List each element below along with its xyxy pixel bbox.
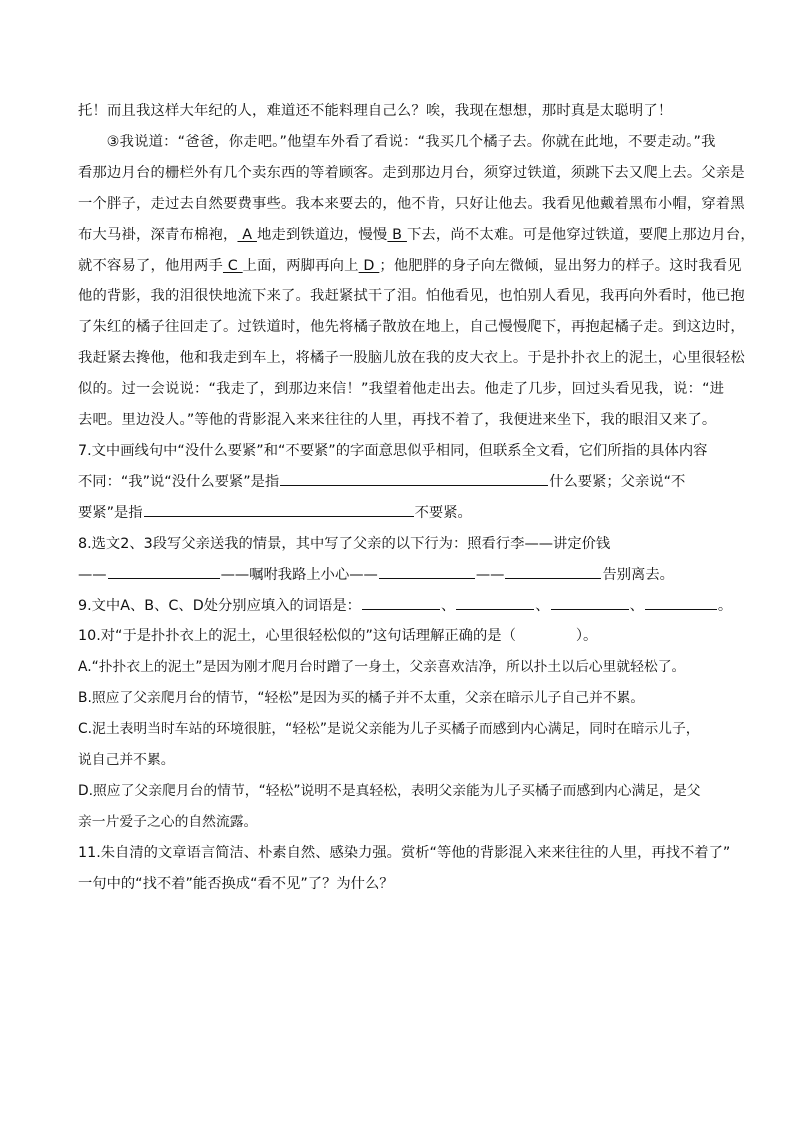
question-text-part: 9.文中A、B、C、D处分别应填入的词语是：	[78, 597, 361, 614]
passage-line	[78, 251, 742, 282]
passage-text: ；他肥胖的身子向左微倾，显出努力的样子。这时我看见	[379, 257, 742, 274]
passage-line: 托！而且我这样大年纪的人，难道还不能料理自己么？唉，我现在想想，那时真是太聪明了！	[78, 103, 673, 119]
blank-marker-a: A	[237, 226, 257, 243]
question-stem-end: ）。	[575, 628, 598, 645]
answer-blank[interactable]	[362, 593, 440, 610]
answer-blank[interactable]	[379, 562, 475, 579]
option-c-continued: 说自己并不累。	[78, 752, 175, 769]
question-end: 。	[717, 597, 733, 614]
separator: 、	[440, 597, 456, 614]
passage-line: 去吧。里边没人。”等他的背影混入来来往往的人里，再找不着了，我便进来坐下，我的眼泪又来了。	[78, 412, 717, 429]
question-text: 11.朱自清的文章语言简洁、朴素自然、感染力强。赏析“等他的背影混入来来往往的人里，再找不着了”	[78, 845, 731, 862]
option-d: D.照应了父亲爬月台的情节，“轻松”说明不是真轻松，表明父亲能为儿子买橘子而感到内心满足，是父	[78, 783, 701, 800]
passage-line: 看那边月台的栅栏外有几个卖东西的等着顾客。走到那边月台，须穿过铁道，须跳下去又爬上去。父亲是	[78, 164, 745, 181]
question-text-part: 不要紧。	[414, 504, 472, 521]
question-8	[78, 529, 718, 591]
answer-blank[interactable]	[144, 500, 414, 517]
question-text-part: ——	[475, 566, 505, 583]
passage-line	[78, 220, 755, 251]
passage-line: 他的背影，我的泪很快地流下来了。我赶紧拭干了泪。怕他看见，也怕别人看见，我再向外看时，他已抱	[78, 288, 745, 305]
option-a: A.“扑扑衣上的泥土”是因为刚才爬月台时蹭了一身土，父亲喜欢洁净，所以扑土以后心里就轻松了。	[78, 659, 686, 676]
question-7	[78, 436, 718, 529]
option-d-continued: 亲一片爱子之心的自然流露。	[78, 814, 258, 831]
answer-blank[interactable]	[551, 593, 629, 610]
passage-line: ③我说道：“爸爸，你走吧。”他望车外看了看说：“我买几个橘子去。你就在此地，不要走动。”我	[106, 133, 716, 150]
question-text-part: 什么要紧；父亲说“不	[549, 473, 686, 490]
question-text: 8.选文2、3段写父亲送我的情景，其中写了父亲的以下行为：照看行李——讲定价钱	[78, 535, 611, 552]
passage	[78, 96, 755, 436]
passage-line: 似的。过一会说说：“我走了，到那边来信！”我望着他走出去。他走了几步，回过头看见我，说：“进	[78, 381, 725, 398]
separator: 、	[535, 597, 550, 614]
question-text	[78, 621, 718, 652]
question-text: 一句中的“找不着”能否换成“看不见”了？为什么？	[78, 876, 394, 893]
passage-text: 布大马褂，深青布棉袍，	[78, 226, 238, 243]
question-text-part: 不同：“我”说“没什么要紧”是指	[78, 473, 280, 490]
passage-line: 一个胖子，走过去自然要费事些。我本来要去的，他不肯，只好让他去。我看见他戴着黑布小帽，穿着黑	[78, 195, 745, 212]
question-text-part: ——	[78, 566, 107, 583]
question-10	[78, 621, 718, 838]
answer-blank[interactable]	[280, 469, 548, 486]
question-text-part: ——嘱咐我路上小心——	[220, 566, 378, 583]
question-text-part: 要紧”是指	[78, 504, 143, 521]
question-11	[78, 838, 731, 900]
passage-line: 我赶紧去搀他，他和我走到车上，将橘子一股脑儿放在我的皮大衣上。于是扑扑衣上的泥土，心里很轻松	[78, 350, 745, 367]
question-text: 7.文中画线句中“没什么要紧”和“不要紧”的字面意思似乎相同，但联系全文看，它们所指的具体内容	[78, 442, 708, 459]
option-b: B.照应了父亲爬月台的情节，“轻松”是因为买的橘子并不太重，父亲在暗示儿子自己并不累。	[78, 690, 645, 707]
passage-line: 了朱红的橘子往回走了。过铁道时，他先将橘子散放在地上，自己慢慢爬下，再抱起橘子走。到这边时，	[78, 319, 745, 336]
question-text	[78, 560, 718, 591]
option-c: C.泥土表明当时车站的环境很脏，“轻松”是说父亲能为儿子买橘子而感到内心满足，同时在暗示儿子，	[78, 721, 700, 738]
exam-page	[78, 96, 755, 900]
blank-marker-c: C	[222, 257, 243, 274]
passage-text: 下去，尚不太难。可是他穿过铁道，要爬上那边月台，	[406, 226, 755, 243]
blank-marker-b: B	[387, 226, 407, 243]
question-text-part: 告别离去。	[602, 566, 674, 583]
separator: 、	[629, 597, 644, 614]
blank-marker-d: D	[358, 257, 380, 274]
answer-blank[interactable]	[456, 593, 534, 610]
question-text	[78, 591, 733, 622]
question-9	[78, 591, 733, 622]
answer-blank[interactable]	[645, 593, 717, 610]
answer-blank[interactable]	[505, 562, 601, 579]
passage-text: 就不容易了，他用两手	[78, 257, 223, 274]
answer-blank[interactable]	[108, 562, 220, 579]
question-text	[78, 467, 718, 498]
question-stem: 10.对“于是扑扑衣上的泥土，心里很轻松似的”这句话理解正确的是（	[78, 628, 516, 645]
question-text	[78, 498, 718, 529]
passage-text: 上面，两脚再向上	[242, 257, 359, 274]
passage-text: 地走到铁道边，慢慢	[256, 226, 388, 243]
